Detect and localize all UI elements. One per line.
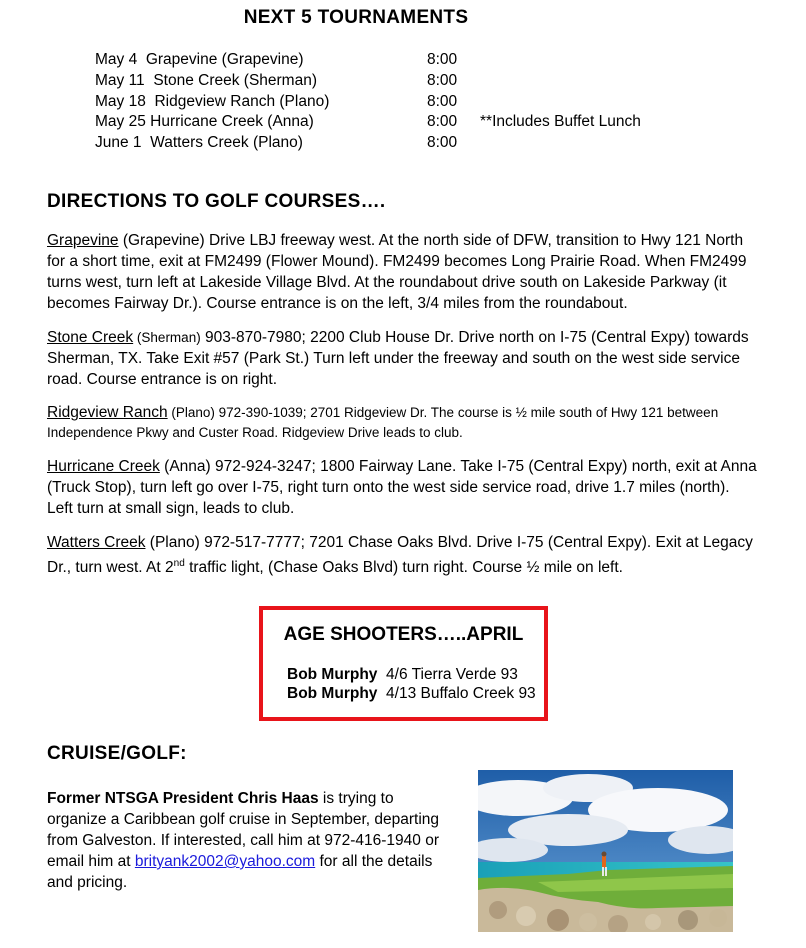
email-link[interactable]: brityank2002@yahoo.com bbox=[134, 853, 316, 870]
course-city: (Anna) bbox=[159, 458, 211, 475]
course-name: Watters Creek bbox=[47, 534, 146, 551]
tournament-row bbox=[95, 112, 641, 132]
course-directions: Drive LBJ freeway west. At the north side of DFW, transition to Hwy 121 North for a short time, exit at FM2499 (Flower Mound). FM2499 becomes Long Prairie Road. When FM2499 turns west, turn left at Lakeside Village Blvd. At the roundabout drive south on Lakeside Parkway (it becomes Fairway Dr.). Course entrance is on the left, 3/4 miles from the roundabout. bbox=[47, 232, 747, 312]
tournament-time: 8:00 bbox=[427, 113, 458, 130]
tournament-course: Ridgeview Ranch (Plano) bbox=[154, 93, 330, 110]
cruise-lead: Former NTSGA President Chris Haas bbox=[47, 790, 319, 807]
course-directions: 972-924-3247; 1800 Fairway Lane. Take I-75 (Central Expy) north, exit at Anna (Truck Stop), turn left go over I-75, right turn onto the west side service road, drive 1.7 miles (north). Left turn at small sign, leads to club. bbox=[47, 458, 757, 517]
age-shooter-entry bbox=[287, 666, 518, 684]
shooter-name: Bob Murphy bbox=[287, 666, 378, 683]
tournament-row bbox=[95, 133, 458, 153]
directions-stone-creek bbox=[47, 327, 759, 390]
tournament-time: 8:00 bbox=[427, 134, 458, 151]
course-city: (Grapevine) bbox=[118, 232, 205, 249]
shooter-name: Bob Murphy bbox=[287, 685, 378, 702]
tournament-course: Watters Creek (Plano) bbox=[150, 134, 303, 151]
course-directions: 972-390-1039; 2701 Ridgeview Dr. The course is ½ mile south of Hwy 121 between Independence Pkwy and Custer Road. Ridgeview Drive leads to club. bbox=[47, 405, 719, 440]
tournament-time: 8:00 bbox=[427, 72, 458, 89]
course-directions: 903-870-7980; 2200 Club House Dr. Drive north on I-75 (Central Expy) towards Sherman, TX. Take Exit #57 (Park St.) Turn left under the freeway and south on the west side service road. Course entrance is on right. bbox=[47, 329, 749, 388]
tournament-date: May 11 bbox=[95, 72, 145, 89]
tournament-time: 8:00 bbox=[427, 93, 458, 110]
course-city: (Sherman) bbox=[133, 330, 201, 345]
cruise-paragraph bbox=[47, 788, 457, 893]
tournament-row bbox=[95, 92, 458, 112]
age-shooter-entry bbox=[287, 685, 536, 703]
tournament-date: May 4 bbox=[95, 51, 138, 68]
shooter-detail: 4/13 Buffalo Creek 93 bbox=[386, 685, 536, 702]
directions-heading: DIRECTIONS TO GOLF COURSES…. bbox=[47, 191, 386, 212]
shooter-detail: 4/6 Tierra Verde 93 bbox=[386, 666, 518, 683]
directions-grapevine bbox=[47, 230, 759, 314]
directions-watters-creek bbox=[47, 532, 759, 578]
age-shooters-box bbox=[259, 606, 548, 721]
tournament-time: 8:00 bbox=[427, 51, 458, 68]
tournament-note: **Includes Buffet Lunch bbox=[480, 113, 641, 130]
course-name: Hurricane Creek bbox=[47, 458, 160, 475]
cruise-body-end: for all the details and pricing. bbox=[47, 853, 433, 891]
tournament-course: Grapevine (Grapevine) bbox=[145, 51, 304, 68]
tournament-date: May 18 bbox=[95, 93, 146, 110]
tournament-date: May 25 bbox=[95, 113, 146, 130]
cruise-body: is trying to organize a Caribbean golf cruise in September, departing from Galveston. If interested, call him at 972-416-1940 or email him at bbox=[47, 790, 440, 870]
course-city: (Plano) bbox=[167, 405, 215, 420]
tournament-date: June 1 bbox=[95, 134, 142, 151]
age-shooters-heading: AGE SHOOTERS…..APRIL bbox=[283, 624, 524, 645]
course-city: (Plano) bbox=[145, 534, 200, 551]
course-name: Ridgeview Ranch bbox=[47, 404, 168, 421]
tournament-course: Stone Creek (Sherman) bbox=[153, 72, 317, 89]
golf-course-photo bbox=[478, 770, 733, 932]
course-directions: 972-517-7777; 7201 Chase Oaks Blvd. Drive I-75 (Central Expy). Exit at Legacy Dr., turn west. At 2 bbox=[47, 534, 753, 577]
tournament-course: Hurricane Creek (Anna) bbox=[150, 113, 314, 130]
directions-hurricane-creek bbox=[47, 456, 759, 519]
tournament-row bbox=[95, 71, 458, 91]
tournament-row bbox=[95, 50, 458, 70]
tournaments-heading: NEXT 5 TOURNAMENTS bbox=[243, 7, 469, 28]
course-directions-cont: traffic light, (Chase Oaks Blvd) turn right. Course ½ mile on left. bbox=[184, 559, 623, 577]
ordinal-suffix: nd bbox=[173, 558, 185, 569]
course-name: Grapevine bbox=[47, 232, 119, 249]
directions-ridgeview-ranch bbox=[47, 403, 759, 443]
cruise-heading: CRUISE/GOLF: bbox=[47, 743, 187, 764]
course-name: Stone Creek bbox=[47, 329, 134, 346]
